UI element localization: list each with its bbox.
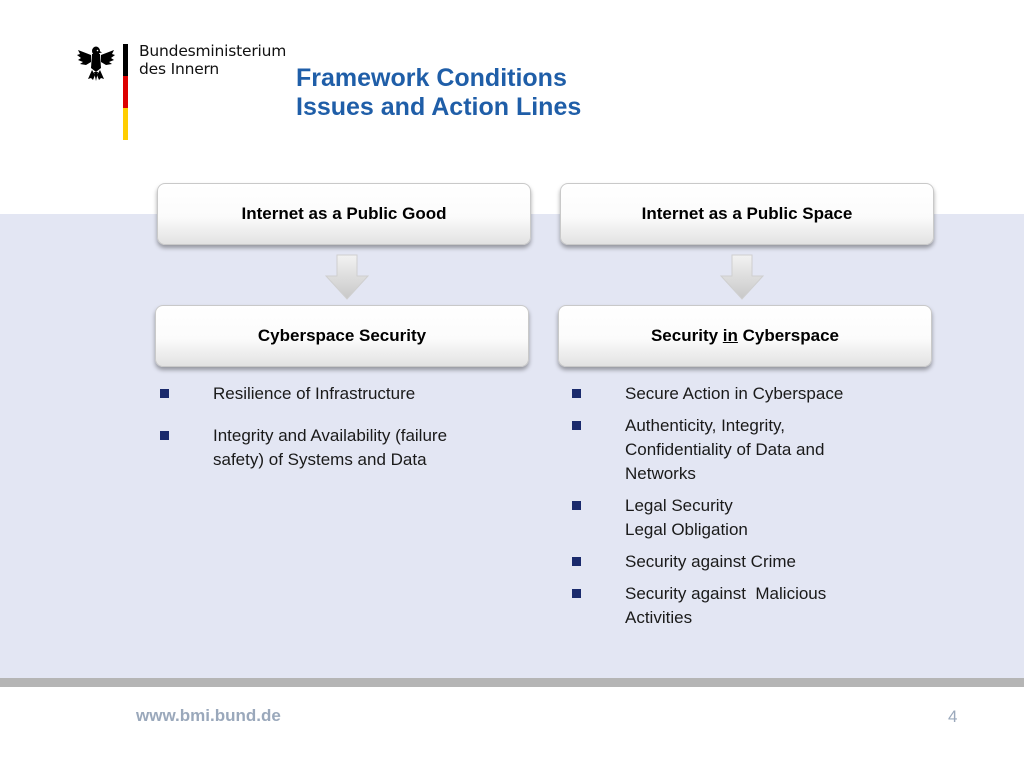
- list-item-line: Authenticity, Integrity,: [625, 416, 785, 435]
- slide-title-line2: Issues and Action Lines: [296, 93, 582, 121]
- list-item-line: Integrity and Availability (failure: [213, 426, 448, 445]
- cyberspace-security-list: [160, 382, 520, 490]
- square-bullet-icon: [160, 431, 169, 440]
- list-item: [572, 382, 902, 406]
- security-in-cyberspace-list: [572, 382, 902, 638]
- box-cyberspace-security: [155, 305, 529, 367]
- list-item: [572, 550, 902, 574]
- list-item-line: Networks: [625, 464, 696, 483]
- list-item-line: Legal Security: [625, 496, 733, 515]
- flag-stripe-gold: [123, 108, 128, 140]
- box-security-in-cyberspace-label: [651, 326, 839, 346]
- slide-title-line1: Framework Conditions: [296, 64, 567, 92]
- list-item-line: Security against Malicious: [625, 584, 827, 603]
- square-bullet-icon: [160, 389, 169, 398]
- ministry-name-line1: Bundesministerium: [139, 42, 287, 60]
- label-part-post: Cyberspace: [737, 326, 840, 345]
- list-item: [572, 582, 902, 630]
- label-part-emph: in: [722, 326, 738, 345]
- arrow-down-icon: [720, 254, 764, 300]
- box-security-in-cyberspace: [558, 305, 932, 367]
- list-item: [572, 494, 902, 542]
- list-item-line: Secure Action in Cyberspace: [625, 384, 844, 403]
- ministry-name-line2: des Innern: [139, 60, 220, 78]
- arrow-down-icon: [325, 254, 369, 300]
- square-bullet-icon: [572, 501, 581, 510]
- page-number: 4: [948, 707, 958, 726]
- eagle-icon: [76, 42, 116, 82]
- footer-bar: [0, 678, 1024, 687]
- ministry-name: [139, 42, 286, 78]
- box-public-good-label: Internet as a Public Good: [241, 204, 447, 223]
- box-public-good: [157, 183, 531, 245]
- square-bullet-icon: [572, 389, 581, 398]
- list-item: [572, 414, 902, 486]
- footer-url[interactable]: www.bmi.bund.de: [136, 706, 281, 725]
- square-bullet-icon: [572, 557, 581, 566]
- list-item-line: safety) of Systems and Data: [213, 450, 427, 469]
- list-item-line: Security against Crime: [625, 552, 797, 571]
- box-public-space: [560, 183, 934, 245]
- slide-title: [296, 64, 581, 122]
- label-part-pre: Security: [650, 326, 723, 345]
- square-bullet-icon: [572, 421, 581, 430]
- ministry-logo: [76, 40, 286, 144]
- list-item-line: Confidentiality of Data and: [625, 440, 825, 459]
- box-cyberspace-security-label: Cyberspace Security: [257, 326, 427, 345]
- list-item-line: Legal Obligation: [625, 520, 748, 539]
- box-public-space-label: Internet as a Public Space: [641, 204, 853, 223]
- list-item: [160, 382, 520, 406]
- flag-stripe-red: [123, 76, 128, 108]
- list-item-line: Resilience of Infrastructure: [213, 384, 416, 403]
- flag-stripe-black: [123, 44, 128, 76]
- list-item: [160, 424, 520, 472]
- square-bullet-icon: [572, 589, 581, 598]
- list-item-line: Activities: [625, 608, 693, 627]
